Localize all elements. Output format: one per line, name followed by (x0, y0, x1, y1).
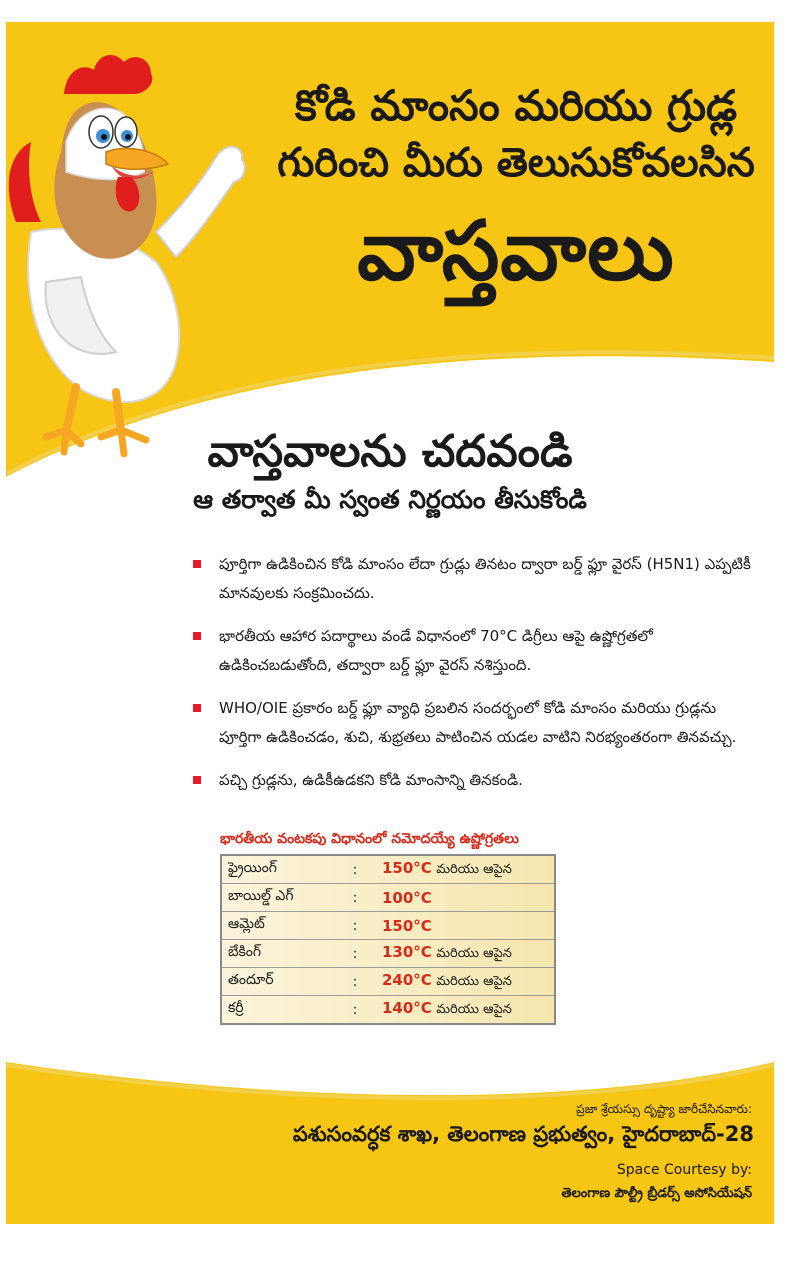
fact-text: పచ్చి గ్రుడ్లను, ఉడికీఉడకని కోడి మాంసాన్ని తినకండి. (219, 771, 523, 789)
table-row (221, 912, 555, 940)
separator: : (334, 996, 376, 1025)
facts-list (191, 550, 751, 809)
fact-text: పూర్తిగా ఉడికించిన కోడి మాంసం లేదా గ్రుడ్లు తినటం ద్వారా బర్డ్ ఫ్లూ వైరస్ (H5N1) ఎప్పటికీ మానవులకు సంక్రమించదు. (219, 555, 751, 602)
separator: : (334, 884, 376, 912)
temperature-value: 140°C మరియు ఆపైన (376, 996, 555, 1025)
separator: : (334, 855, 376, 884)
bullet-icon (193, 632, 201, 640)
headline-line-1: కోడి మాంసం మరియు గ్రుడ్ల (294, 81, 738, 130)
association-name: తెలంగాణ పౌల్ట్రీ బ్రీడర్స్ అసోసియేషన్ (561, 1186, 752, 1201)
read-facts-heading: వాస్తవాలను చదవండి (207, 426, 573, 477)
fact-item (191, 766, 751, 795)
separator: : (334, 968, 376, 996)
rooster-mascot-illustration (6, 32, 276, 472)
poster (6, 22, 774, 1224)
separator: : (334, 912, 376, 940)
cooking-method: కర్రీ (221, 996, 334, 1025)
fact-item (191, 550, 751, 608)
temperature-value: 150°C మరియు ఆపైన (376, 855, 555, 884)
issued-by-label: ప్రజా శ్రేయస్సు దృష్ట్యా జారీచేసినవారు: (576, 1102, 752, 1116)
headline-facts-title: వాస్తవాలు (357, 204, 675, 299)
cooking-method: బేకింగ్ (221, 940, 334, 968)
table-row (221, 855, 555, 884)
temperature-table (220, 854, 556, 1025)
cooking-method: ఆమ్లెట్ (221, 912, 334, 940)
cooking-method: తందూర్ (221, 968, 334, 996)
bullet-icon (193, 776, 201, 784)
space-courtesy-label: Space Courtesy by: (616, 1162, 752, 1178)
department-name: పశుసంవర్ధక శాఖ, తెలంగాణ ప్రభుత్వం, హైదరాబాద్-28 (292, 1122, 754, 1146)
temperature-value: 130°C మరియు ఆపైన (376, 940, 555, 968)
temperature-value: 240°C మరియు ఆపైన (376, 968, 555, 996)
fact-item (191, 622, 751, 680)
separator: : (334, 940, 376, 968)
table-row (221, 968, 555, 996)
bullet-icon (193, 704, 201, 712)
decide-subheading: ఆ తర్వాత మీ స్వంత నిర్ణయం తీసుకోండి (193, 485, 587, 514)
fact-text: భారతీయ ఆహార పదార్థాలు వండే విధానంలో 70°C డిగ్రీలు ఆపై ఉష్ణోగ్రతలో ఉడికించబడుతోంది, తద్వారా బర్డ్ ఫ్లూ వైరస్ నశిస్తుంది. (219, 627, 653, 674)
fact-item (191, 694, 751, 752)
cooking-method: బాయిల్డ్ ఎగ్ (221, 884, 334, 912)
fact-text: WHO/OIE ప్రకారం బర్డ్ ఫ్లూ వ్యాధి ప్రబలిన సందర్భంలో కోడి మాంసం మరియు గ్రుడ్లను పూర్తిగా ఉడికించడం, శుచి, శుభ్రతలు పాటించిన యడల వాటిని నిరభ్యంతరంగా తినవచ్చు. (219, 699, 737, 746)
table-row (221, 940, 555, 968)
temperature-value: 100°C (376, 884, 555, 912)
table-row (221, 996, 555, 1025)
cooking-method: ఫ్రైయింగ్ (221, 855, 334, 884)
headline-line-2: గురించి మీరు తెలుసుకోవలసిన (277, 140, 755, 186)
temperature-value: 150°C (376, 912, 555, 940)
temperature-table-title: భారతీయ వంటకపు విధానంలో నమోదయ్యే ఉష్ణోగ్రతలు (220, 831, 519, 847)
bullet-icon (193, 560, 201, 568)
table-row (221, 884, 555, 912)
